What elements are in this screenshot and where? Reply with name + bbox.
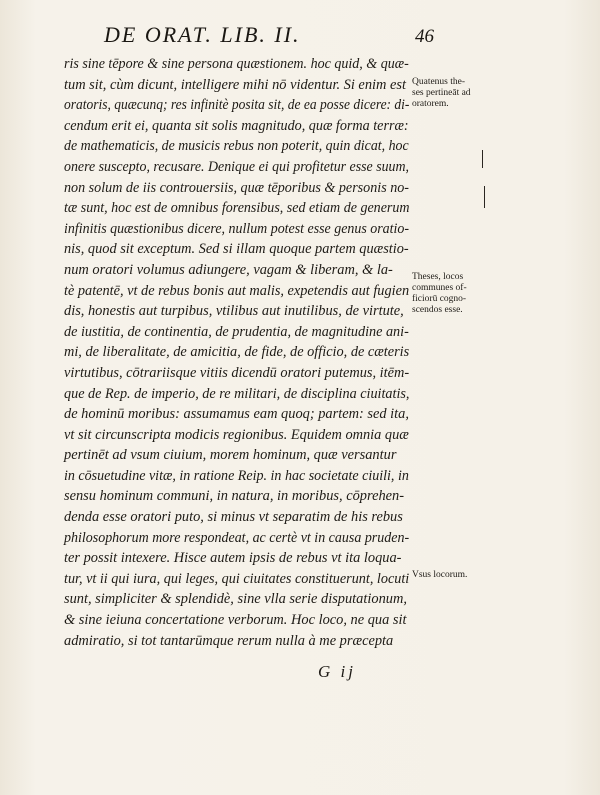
text-line: tur, vt ii qui iura, qui leges, qui ciuitates constituerunt, locuti (64, 570, 410, 587)
margin-note-line: ficiorū cogno- (412, 294, 467, 304)
margin-rule-mark (484, 186, 485, 208)
text-line: admiratio, si tot tantarūmque rerum nulla à me præcepta (64, 632, 394, 649)
text-line: de mathematicis, de musicis rebus non poterit, quin dicat, hoc (64, 138, 409, 155)
page-header (104, 22, 434, 50)
margin-note-line: Theses, locos (412, 272, 464, 282)
margin-note-quatenus (412, 77, 471, 110)
text-line: & sine ieiuna concertatione verborum. Hoc loco, ne qua sit (64, 612, 407, 629)
main-text-block (64, 54, 409, 651)
text-line: in cōsuetudine vitæ, in ratione Reip. in hac societate ciuili, in (64, 467, 409, 484)
margin-note-line: Vsus locorum. (412, 570, 468, 580)
text-line: dis, honestis aut turpibus, vtilibus aut inutilibus, de virtute, (64, 303, 404, 320)
text-line: tum sit, cùm dicunt, intelligere mihi nō videntur. Si enim est (64, 76, 406, 93)
text-line: cendum erit ei, quanta sit solis magnitudo, quæ forma terræ: (64, 117, 409, 134)
text-line: infinitis quæstionibus dicere, nullum potest esse genus oratio- (64, 220, 409, 237)
margin-rule-mark (482, 150, 483, 168)
text-line: onere suscepto, recusare. Denique ei qui profitetur esse suum, (64, 158, 410, 175)
margin-note-line: communes of- (412, 283, 467, 293)
text-line: de hominū moribus: assumamus eam quoq; partem: sed ita, (64, 406, 409, 423)
text-line: vt sit circunscripta modicis regionibus. Equidem omnia quæ (64, 426, 409, 443)
text-line: nis, quod sit exceptum. Sed si illam quoque partem quæstio- (64, 241, 409, 258)
text-line: sensu hominum communi, in natura, in moribus, cōprehen- (64, 488, 405, 505)
text-line: oratoris, quæcunq; res infinitè posita sit, de ea posse dicere: di- (64, 97, 410, 114)
text-line: pertinēt ad vsum ciuium, morem hominum, quæ versantur (64, 447, 397, 464)
text-line: non solum de iis controuersiis, quæ tēporibus & personis no- (64, 179, 410, 196)
running-head: DE ORAT. LIB. II. (104, 22, 301, 47)
text-line: num oratori volumus adiungere, vagam & liberam, & la- (64, 261, 393, 278)
margin-note-theses (412, 272, 467, 316)
margin-note-line: scendos esse. (412, 305, 463, 315)
text-line: philosophorum more respondeat, ac certè vt in causa pruden- (64, 529, 410, 546)
margin-note-line: ses pertineāt ad (412, 88, 471, 98)
text-line: que de Rep. de imperio, de re militari, de disciplina ciuitatis, (64, 385, 410, 402)
signature-mark: G ij (318, 662, 356, 681)
text-line: virtutibus, cōtrariisque vitiis dicendū oratori putemus, itēm- (64, 364, 410, 381)
text-line: de iustitia, de continentia, de prudentia, de magnitudine ani- (64, 323, 409, 340)
text-line: sunt, simpliciter & splendidè, sine vlla serie disputationum, (64, 591, 407, 608)
text-line: tæ sunt, hoc est de omnibus forensibus, sed etiam de generum (64, 200, 410, 217)
text-line: mi, de liberalitate, de amicitia, de fide, de officio, de cæteris (64, 344, 410, 361)
margin-note-vsus (412, 570, 467, 581)
text-line: ris sine tēpore & sine persona quæstionem. hoc quid, & quæ- (64, 56, 409, 72)
text-line: denda esse oratori puto, si minus vt separatim de his rebus (64, 509, 403, 526)
margin-note-line: oratorem. (412, 99, 449, 109)
text-line: tè patentē, vt de rebus bonis aut malis, expetendis aut fugien (64, 282, 410, 299)
text-line: ter possit intexere. Hisce autem ipsis de rebus vt ita loqua- (64, 550, 402, 567)
page-number: 46 (415, 26, 434, 47)
margin-note-line: Quatenus the- (412, 77, 466, 87)
